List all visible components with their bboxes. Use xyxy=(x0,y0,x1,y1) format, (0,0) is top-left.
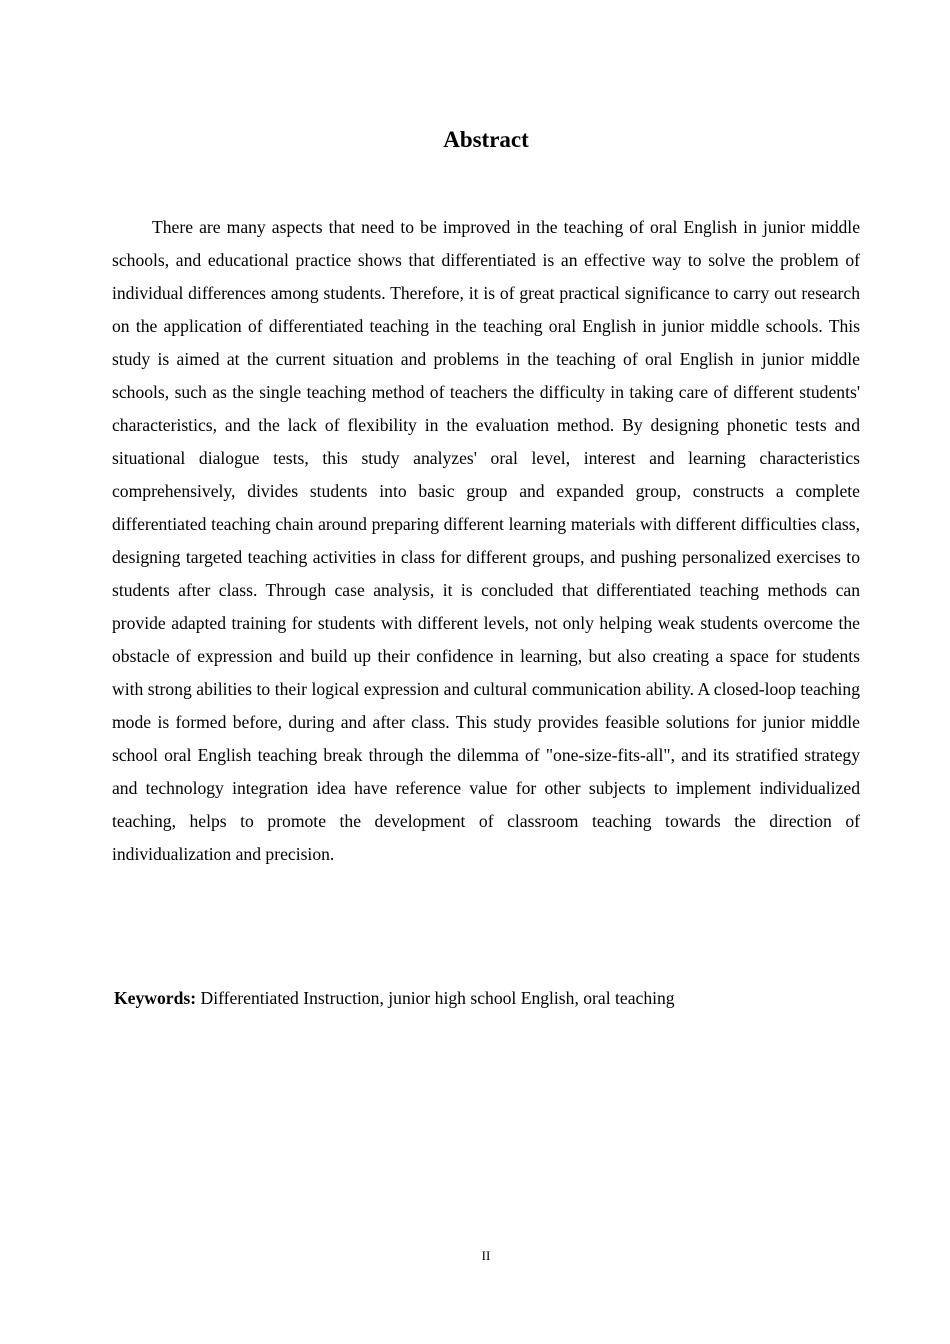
abstract-title: Abstract xyxy=(443,127,529,152)
keywords-list: Differentiated Instruction, junior high school English, oral teaching xyxy=(196,988,675,1008)
page-number: II xyxy=(481,1248,491,1263)
keywords-label: Keywords: xyxy=(114,988,197,1008)
keywords-line xyxy=(114,982,862,1014)
abstract-paragraph: There are many aspects that need to be improved in the teaching of oral English in junior middle schools, and educational practice shows that differentiated is an effective way to solve the problem of individual differences among students. Therefore, it is of great practical significance to carry out research on the application of differentiated teaching in the teaching oral English in junior middle schools. This study is aimed at the current situation and problems in the teaching of oral English in junior middle schools, such as the single teaching method of teachers the difficulty in taking care of different students' characteristics, and the lack of flexibility in the evaluation method. By designing phonetic tests and situational dialogue tests, this study analyzes' oral level, interest and learning characteristics comprehensively, divides students into basic group and expanded group, constructs a complete differentiated teaching chain around preparing different learning materials with different difficulties class, designing targeted teaching activities in class for different groups, and pushing personalized exercises to students after class. Through case analysis, it is concluded that differentiated teaching methods can provide adapted training for students with different levels, not only helping weak students overcome the obstacle of expression and build up their confidence in learning, but also creating a space for students with strong abilities to their logical expression and cultural communication ability. A closed-loop teaching mode is formed before, during and after class. This study provides feasible solutions for junior middle school oral English teaching break through the dilemma of "one-size-fits-all", and its stratified strategy and technology integration idea have reference value for other subjects to implement individualized teaching, helps to promote the development of classroom teaching towards the direction of individualization and precision. xyxy=(112,217,860,864)
